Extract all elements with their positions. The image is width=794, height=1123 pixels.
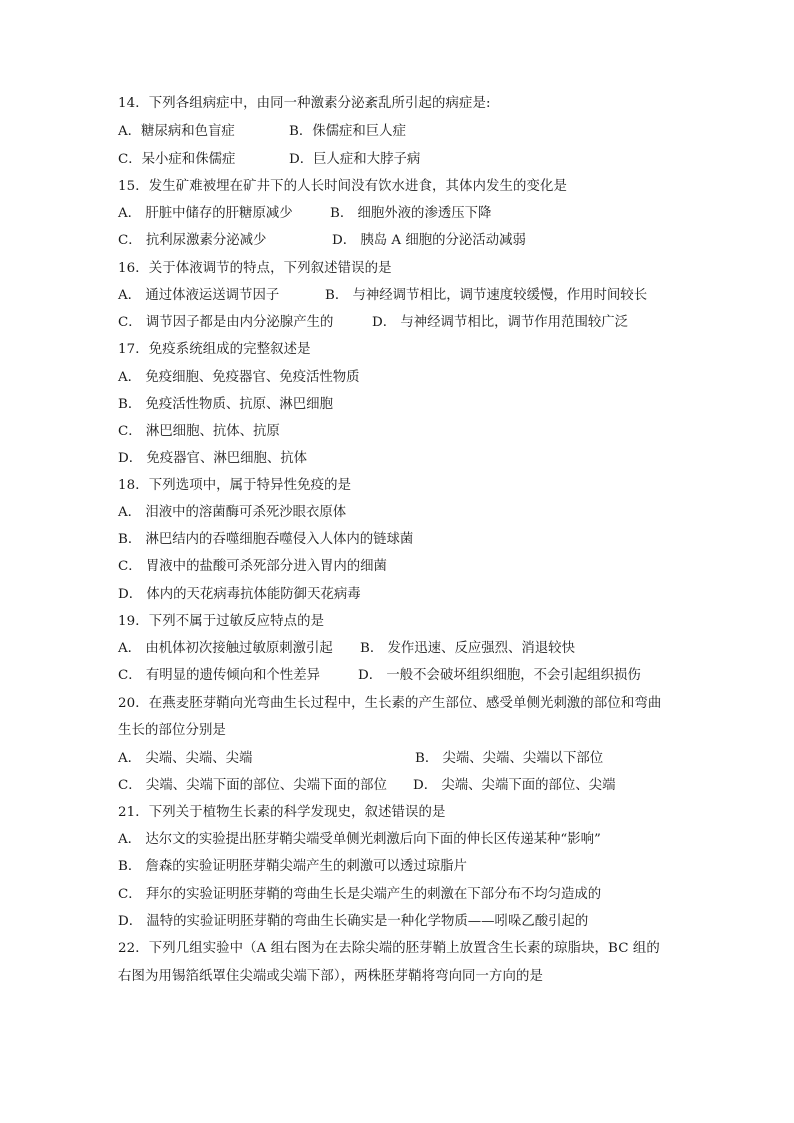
question-15-stem: 15．发生矿难被埋在矿井下的人长时间没有饮水进食，其体内发生的变化是 [118, 179, 567, 194]
q17-option-a: A． 免疫细胞、免疫器官、免疫活性物质 [118, 370, 360, 385]
q18-option-c: C． 胃液中的盐酸可杀死部分进入胃内的细菌 [118, 559, 387, 574]
q18-option-a: A． 泪液中的溶菌酶可杀死沙眼衣原体 [118, 505, 347, 520]
question-20-stem-line-2: 生长的部位分别是 [118, 723, 226, 738]
q15-option-b: B． 细胞外液的渗透压下降 [330, 206, 492, 221]
q18-option-d: D． 体内的天花病毒抗体能防御天花病毒 [118, 587, 361, 602]
q16-option-b: B． 与神经调节相比，调节速度较缓慢，作用时间较长 [325, 288, 648, 303]
question-21-stem: 21．下列关于植物生长素的科学发现史，叙述错误的是 [118, 805, 446, 820]
q19-option-a: A． 由机体初次接触过敏原刺激引起 [118, 641, 333, 656]
q16-option-a: A． 通过体液运送调节因子 [118, 288, 280, 303]
q21-option-c: C． 拜尔的实验证明胚芽鞘的弯曲生长是尖端产生的刺激在下部分布不均匀造成的 [118, 887, 602, 902]
q19-option-c: C． 有明显的遗传倾向和个性差异 [118, 668, 320, 683]
q14-option-c: C．呆小症和侏儒症 [118, 152, 236, 167]
question-16-stem: 16．关于体液调节的特点，下列叙述错误的是 [118, 261, 392, 276]
q21-option-a: A． 达尔文的实验提出胚芽鞘尖端受单侧光刺激后向下面的伸长区传递某种“影响” [118, 832, 601, 847]
q19-option-b: B． 发作迅速、反应强烈、消退较快 [360, 641, 575, 656]
q17-option-d: D． 免疫器官、淋巴细胞、抗体 [118, 451, 308, 466]
q17-option-b: B． 免疫活性物质、抗原、淋巴细胞 [118, 397, 333, 412]
q14-option-b: B．侏儒症和巨人症 [289, 124, 406, 139]
question-18-stem: 18．下列选项中，属于特异性免疫的是 [118, 478, 352, 493]
question-22-stem-line-2: 右图为用锡箔纸罩住尖端或尖端下部），两株胚芽鞘将弯向同一方向的是 [118, 969, 543, 984]
q20-option-c: C． 尖端、尖端下面的部位、尖端下面的部位 [118, 778, 387, 793]
question-20-stem-line-1: 20．在燕麦胚芽鞘向光弯曲生长过程中，生长素的产生部位、感受单侧光刺激的部位和弯曲 [118, 696, 662, 711]
question-19-stem: 19．下列不属于过敏反应特点的是 [118, 614, 325, 629]
q14-option-d: D．巨人症和大脖子病 [289, 152, 421, 167]
q15-option-d: D． 胰岛 A 细胞的分泌活动减弱 [332, 233, 526, 248]
question-17-stem: 17．免疫系统组成的完整叙述是 [118, 342, 311, 357]
q14-option-a: A．糖尿病和色盲症 [118, 124, 235, 139]
question-22-stem-line-1: 22．下列几组实验中（A 组右图为在去除尖端的胚芽鞘上放置含生长素的琼脂块，BC 组的 [118, 941, 660, 956]
q20-option-a: A． 尖端、尖端、尖端 [118, 751, 253, 766]
q17-option-c: C． 淋巴细胞、抗体、抗原 [118, 424, 280, 439]
q15-option-a: A． 肝脏中储存的肝糖原减少 [118, 206, 293, 221]
q15-option-c: C． 抗利尿激素分泌减少 [118, 233, 267, 248]
q18-option-b: B． 淋巴结内的吞噬细胞吞噬侵入人体内的链球菌 [118, 532, 414, 547]
q20-option-b: B． 尖端、尖端、尖端以下部位 [415, 751, 604, 766]
q20-option-d: D． 尖端、尖端下面的部位、尖端 [413, 778, 616, 793]
q19-option-d: D． 一般不会破坏组织细胞，不会引起组织损伤 [358, 668, 641, 683]
q21-option-d: D． 温特的实验证明胚芽鞘的弯曲生长确实是一种化学物质——吲哚乙酸引起的 [118, 914, 589, 929]
q16-option-d: D． 与神经调节相比，调节作用范围较广泛 [372, 315, 629, 330]
question-14-stem: 14．下列各组病症中，由同一种激素分泌紊乱所引起的病症是: [118, 96, 491, 111]
q16-option-c: C． 调节因子都是由内分泌腺产生的 [118, 315, 334, 330]
q21-option-b: B． 詹森的实验证明胚芽鞘尖端产生的刺激可以透过琼脂片 [118, 859, 467, 874]
